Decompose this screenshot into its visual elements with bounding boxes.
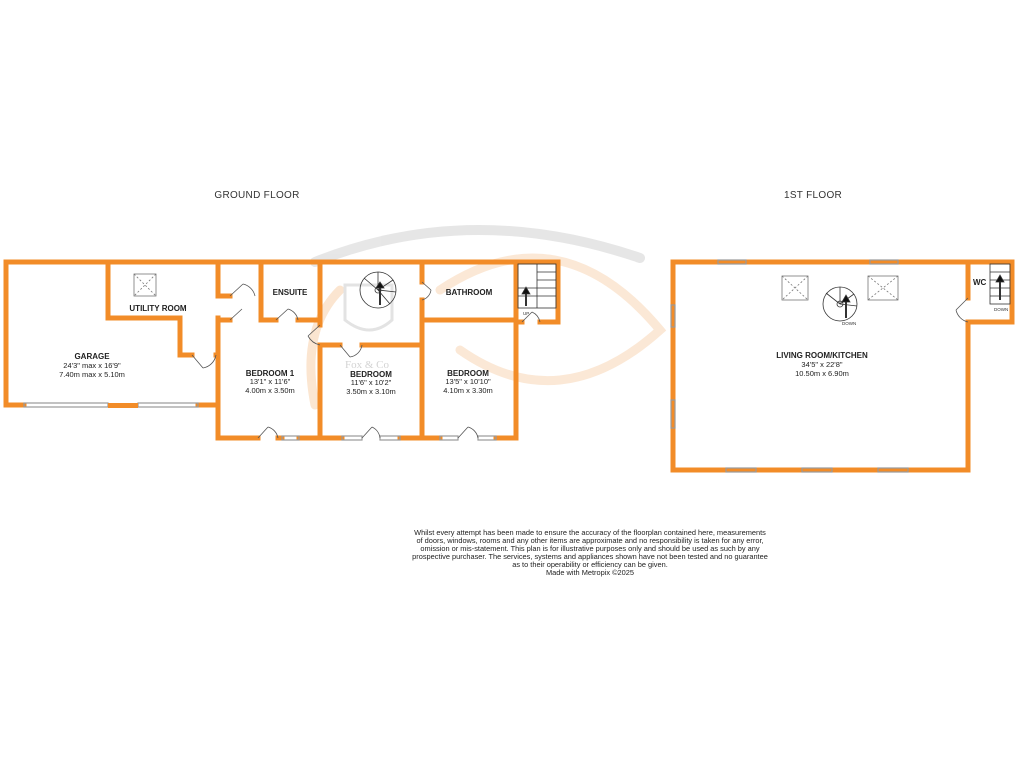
room-dim-metric: 10.50m x 6.90m	[795, 369, 849, 378]
first-floor-title: 1ST FLOOR	[783, 190, 843, 201]
room-name: ENSUITE	[272, 288, 308, 297]
room-dim-imperial: 24'3" max x 16'9"	[63, 361, 121, 370]
skylight-icon	[868, 276, 898, 300]
watermark-text: Fox & Co	[345, 359, 390, 371]
disclaimer-credit: Made with Metropix ©2025	[545, 568, 635, 578]
disclaimer-line: Whilst every attempt has been made to ensure the accuracy of the floorplan contained here, measurements	[414, 528, 766, 537]
room-living-kitchen	[776, 351, 868, 378]
room-name: WC	[973, 278, 987, 287]
garage-door-segment	[108, 403, 138, 408]
room-name: BEDROOM	[447, 369, 489, 378]
room-dim-metric: 7.40m max x 5.10m	[59, 370, 125, 379]
stair-down-label: DOWN	[842, 321, 857, 326]
first-floor-windows	[671, 260, 908, 472]
room-name: BEDROOM 1	[245, 369, 295, 378]
room-name: BEDROOM	[350, 370, 392, 379]
room-name: LIVING ROOM/KITCHEN	[776, 351, 868, 360]
stair-down-label: DOWN	[994, 307, 1009, 312]
room-dim-imperial: 13'5" x 10'10"	[445, 377, 491, 386]
spiral-staircase-icon	[823, 287, 857, 321]
room-bathroom	[446, 288, 493, 297]
disclaimer-line: of doors, windows, rooms and any other items are approximate and no responsibility is taken for any error,	[416, 536, 764, 546]
room-wc	[973, 278, 987, 287]
room-dim-imperial: 11'6" x 10'2"	[350, 378, 392, 387]
skylight-icon	[782, 276, 808, 300]
room-dim-imperial: 34'5" x 22'8"	[801, 360, 843, 369]
disclaimer-line: as to their operability or efficiency can be given.	[512, 560, 668, 570]
room-bedroom-1	[245, 369, 295, 395]
room-name: UTILITY ROOM	[129, 304, 187, 313]
room-dim-metric: 4.00m x 3.50m	[245, 386, 295, 395]
ground-floor-title: GROUND FLOOR	[214, 190, 300, 201]
stair-up-label: UP	[523, 311, 530, 316]
ground-floor-windows	[24, 403, 496, 440]
room-bedroom-3	[443, 369, 493, 395]
disclaimer-line: prospective purchaser. The services, systems and appliances shown have not been tested and no guarantee	[412, 552, 768, 562]
wc-door	[956, 298, 968, 322]
room-dim-metric: 3.50m x 3.10m	[346, 387, 396, 396]
room-bedroom-2	[346, 370, 396, 396]
straight-staircase-icon	[990, 264, 1010, 304]
room-utility	[129, 304, 187, 313]
room-name: BATHROOM	[445, 288, 493, 297]
room-name: GARAGE	[74, 352, 110, 361]
room-dim-imperial: 13'1" x 11'6"	[249, 377, 291, 386]
room-ensuite	[273, 288, 308, 297]
straight-staircase-icon	[518, 264, 556, 308]
skylight-icon	[134, 274, 156, 296]
disclaimer	[390, 529, 790, 578]
disclaimer-line: omission or mis-statement. This plan is for illustrative purposes only and should be used as such by any	[420, 544, 760, 554]
room-garage	[59, 352, 125, 379]
room-dim-metric: 4.10m x 3.30m	[443, 386, 493, 395]
